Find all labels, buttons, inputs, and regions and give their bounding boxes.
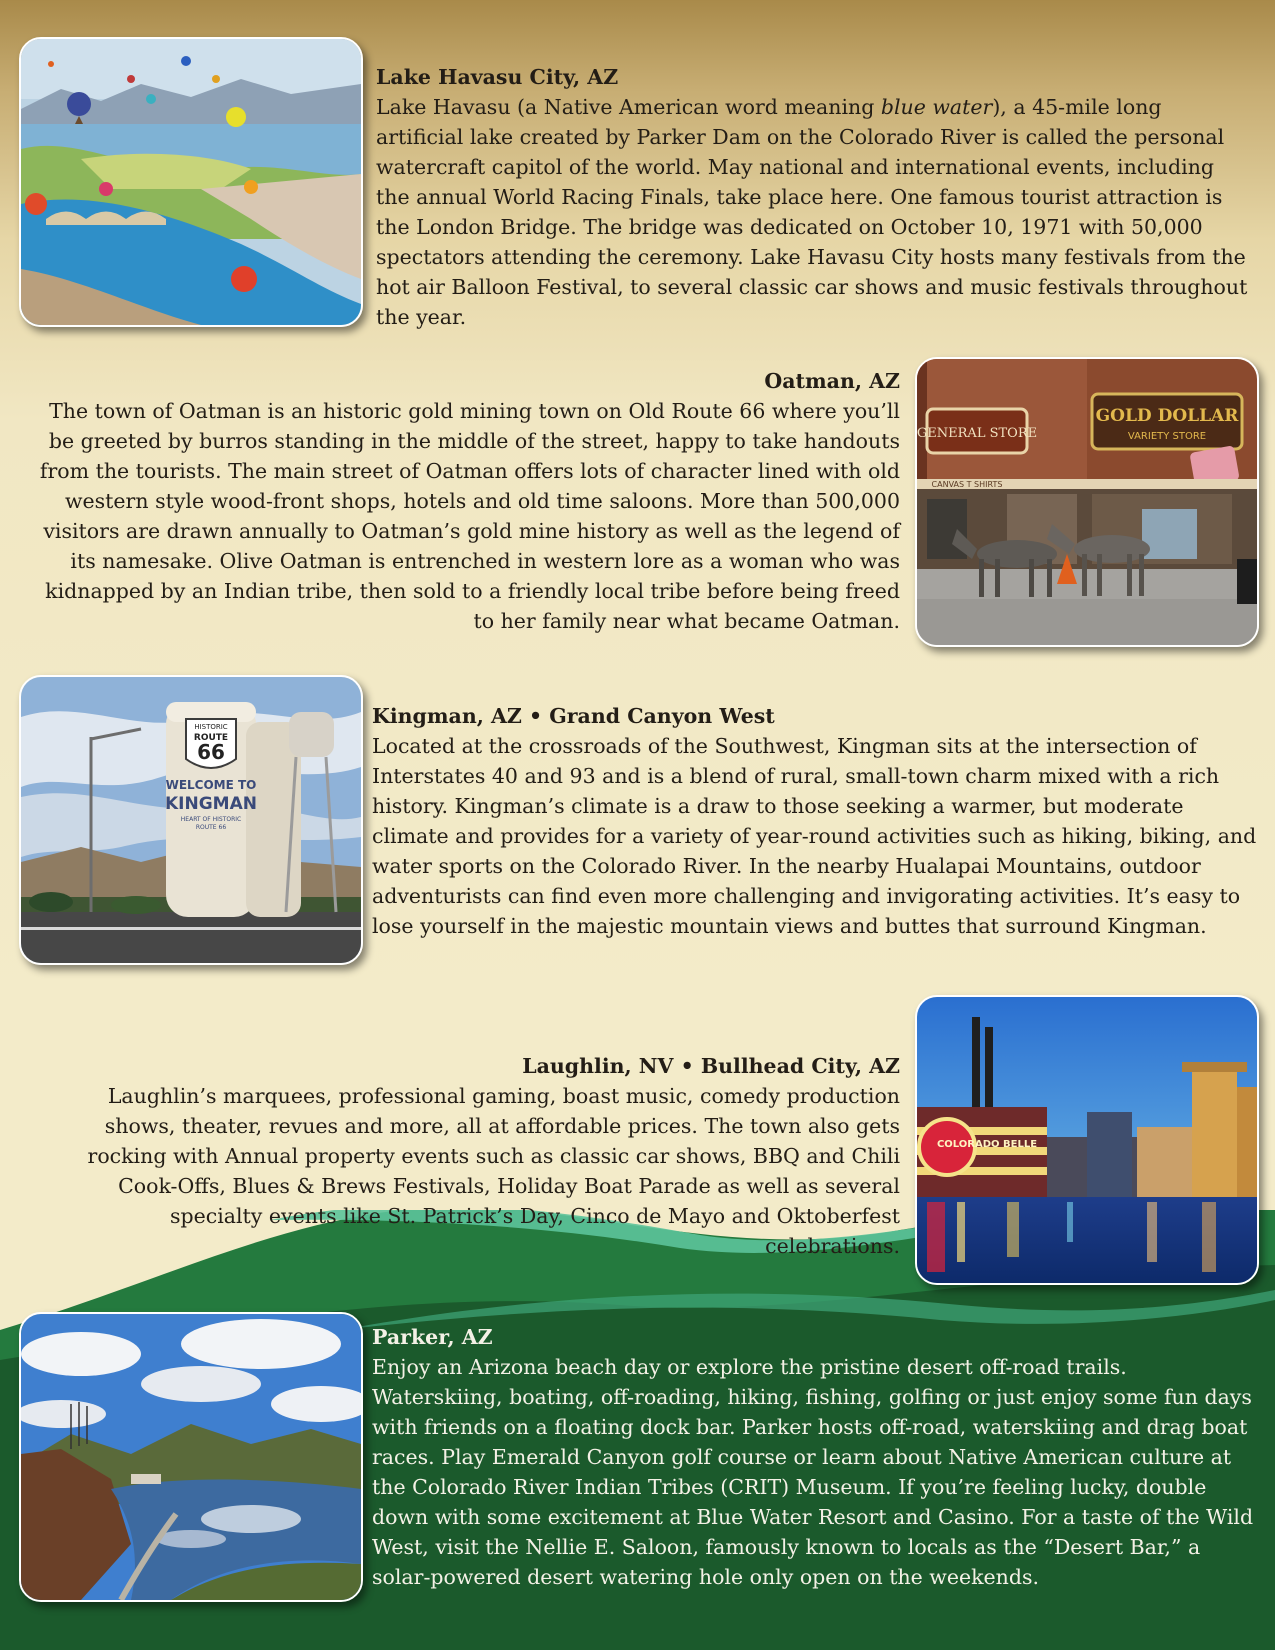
section-body: Laughlin’s marquees, professional gaming, boast music, comedy production shows, theater, revues and more, all at affordable prices. The town also gets rocking with Annual property events such as classic car shows, BBQ and Chili Cook-Offs, Blues & Brews Festivals, Holiday Boat Parade as well as several specialty events like St. Patrick’s Day, Cinco de Mayo and Oktoberfest celebrations. <box>87 1084 900 1258</box>
parker-photo <box>19 1312 363 1602</box>
section-title: Kingman, AZ • Grand Canyon West <box>372 704 775 728</box>
body-text: ), a 45-mile long artificial lake created by Parker Dam on the Colorado River is called the personal watercraft capitol of the world. May national and international events, including the annual World Racing Finals, take place here. One famous tourist attraction is the London Bridge. The bridge was dedicated on October 10, 1971 with 50,000 spectators attending the ceremony. Lake Havasu City hosts many festivals from the hot air Balloon Festival, to several classic car shows and music festivals throughout the year. <box>376 95 1248 329</box>
route66-shield-route: ROUTE <box>193 733 229 743</box>
section-oatman <box>20 366 900 636</box>
section-body <box>376 92 1252 332</box>
section-kingman <box>372 701 1258 941</box>
kingman-photo <box>19 675 363 965</box>
heart-of-historic-text: HEART OF HISTORIC <box>180 816 242 823</box>
section-title: Laughlin, NV • Bullhead City, AZ <box>522 1054 900 1078</box>
section-body: The town of Oatman is an historic gold mining town on Old Route 66 where you’ll be greeted by burros standing in the middle of the street, happy to take handouts from the tourists. The main street of Oatman offers lots of character lined with old western style wood-front shops, hotels and old time saloons. More than 500,000 visitors are drawn annually to Oatman’s gold mine history as well as the legend of its namesake. Olive Oatman is entrenched in western lore as a woman who was kidnapped by an Indian tribe, then sold to a friendly local tribe before being freed to her family near what became Oatman. <box>39 399 900 633</box>
section-body: Located at the crossroads of the Southwest, Kingman sits at the intersection of Interstates 40 and 93 and is a blend of rural, small-town charm mixed with a rich history. Kingman’s climate is a draw to those seeking a warmer, but moderate climate and provides for a variety of year-round activities such as hiking, biking, and water sports on the Colorado River. In the nearby Hualapai Mountains, outdoor adventurists can find even more challenging and invigorating activities. It’s easy to lose yourself in the majestic mountain views and buttes that surround Kingman. <box>372 734 1257 938</box>
route66-shield-number: 66 <box>197 740 225 764</box>
colorado-belle-sign: COLORADO BELLE <box>936 1139 1038 1150</box>
lake-havasu-photo <box>19 37 363 327</box>
body-text: Lake Havasu (a Native American word meaning <box>376 95 881 119</box>
section-parker <box>372 1322 1260 1592</box>
variety-store-sign: VARIETY STORE <box>1127 431 1207 442</box>
laughlin-photo <box>915 995 1259 1285</box>
route66-shield-top: HISTORIC <box>194 723 228 731</box>
route66-sub-text: ROUTE 66 <box>195 824 227 831</box>
section-title: Oatman, AZ <box>764 369 900 393</box>
welcome-to-text: WELCOME TO <box>165 778 257 792</box>
section-laughlin <box>40 1051 900 1261</box>
section-body: Enjoy an Arizona beach day or explore the pristine desert off-road trails. Waterskiing, boating, off-roading, hiking, fishing, golfing or just enjoy some fun days with friends on a floating dock bar. Parker hosts off-road, waterskiing and drag boat races. Play Emerald Canyon golf course or learn about Native American culture at the Colorado River Indian Tribes (CRIT) Museum. If you’re feeling lucky, double down with some excitement at Blue Water Resort and Casino. For a taste of the Wild West, visit the Nellie E. Saloon, famously known to locals as the “Desert Bar,” a solar-powered desert watering hole only open on the weekends. <box>372 1355 1254 1589</box>
gold-dollar-sign: GOLD DOLLAR <box>1095 406 1239 426</box>
section-title: Parker, AZ <box>372 1325 493 1349</box>
general-store-sign: GENERAL STORE <box>917 426 1038 441</box>
body-emphasis: blue water <box>880 95 993 119</box>
kingman-city-text: KINGMAN <box>165 794 257 814</box>
section-lake-havasu <box>376 62 1252 332</box>
oatman-photo <box>915 357 1259 647</box>
section-title: Lake Havasu City, AZ <box>376 65 619 89</box>
canvas-tshirts-sign: CANVAS T SHIRTS <box>931 480 1003 489</box>
